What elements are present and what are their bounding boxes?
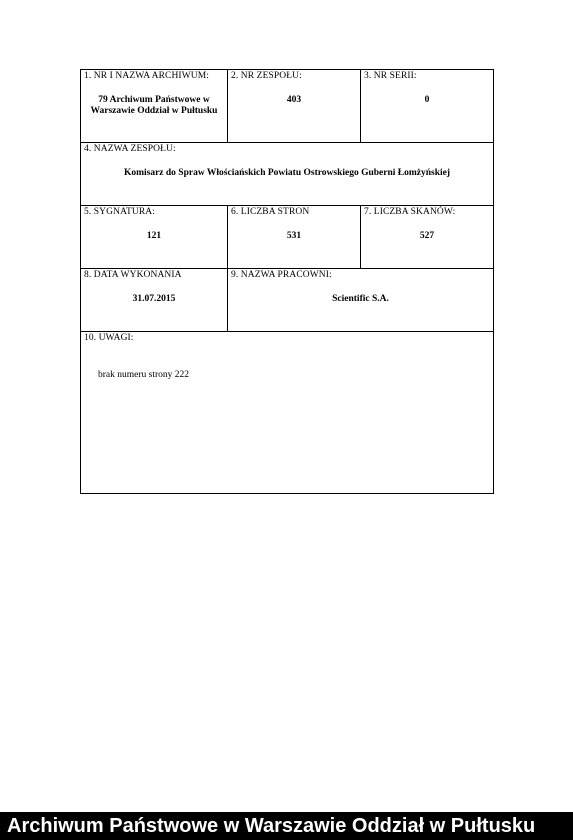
workshop-value: Scientific S.A.: [332, 294, 389, 304]
signature-value: 121: [146, 231, 162, 241]
fonds-number-cell: [228, 70, 361, 142]
archive-footer-banner: [0, 812, 573, 840]
form-row-4: [81, 269, 493, 332]
form-row-1: [81, 70, 493, 143]
series-number-cell: [361, 70, 493, 142]
fonds-name-value: Komisarz do Spraw Włościańskich Powiatu Ostrowskiego Guberni Łomżyńskiej: [123, 168, 451, 178]
signature-cell: [81, 206, 228, 268]
page-count-value: 531: [286, 231, 302, 241]
date-value: 31.07.2015: [132, 294, 176, 304]
form-row-3: [81, 206, 493, 269]
fonds-number-label: 2. NR ZESPOŁU:: [231, 71, 302, 81]
fonds-number-value: 403: [286, 95, 302, 105]
metadata-form: [80, 69, 494, 494]
remarks-value: brak numeru strony 222: [98, 370, 190, 380]
series-number-value: 0: [424, 95, 430, 105]
scan-count-label: 7. LICZBA SKANÓW:: [364, 207, 456, 217]
scan-count-cell: [361, 206, 493, 268]
scan-count-value: 527: [419, 231, 435, 241]
fonds-name-cell: [81, 143, 493, 205]
signature-label: 5. SYGNATURA:: [84, 207, 155, 217]
remarks-cell: [81, 332, 493, 493]
archive-label: 1. NR I NAZWA ARCHIWUM:: [84, 71, 210, 81]
series-number-label: 3. NR SERII:: [364, 71, 417, 81]
remarks-label: 10. UWAGI:: [84, 333, 134, 343]
page-count-cell: [228, 206, 361, 268]
archive-cell: [81, 70, 228, 142]
form-row-5: [81, 332, 493, 493]
form-row-2: [81, 143, 493, 206]
workshop-cell: [228, 269, 493, 331]
date-label: 8. DATA WYKONANIA: [84, 270, 182, 280]
workshop-label: 9. NAZWA PRACOWNI:: [231, 270, 332, 280]
archive-value: 79 Archiwum Państwowe w Warszawie Oddział w Pułtusku: [90, 95, 218, 116]
date-cell: [81, 269, 228, 331]
footer-text: Archiwum Państwowe w Warszawie Oddział w Pułtusku: [7, 815, 536, 837]
page-count-label: 6. LICZBA STRON: [231, 207, 310, 217]
fonds-name-label: 4. NAZWA ZESPOŁU:: [84, 144, 176, 154]
